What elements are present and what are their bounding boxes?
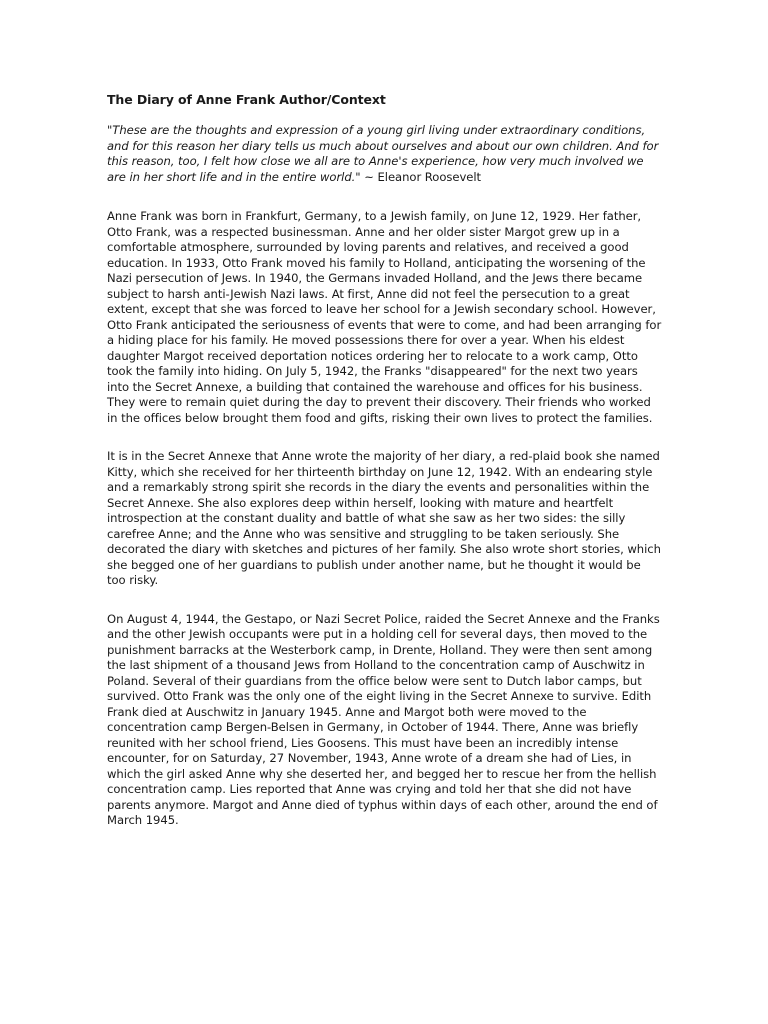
document-page <box>107 92 662 852</box>
document-title: The Diary of Anne Frank Author/Context <box>107 92 386 107</box>
epigraph-quote <box>107 123 662 185</box>
quote-attribution: ~ Eleanor Roosevelt <box>360 169 482 184</box>
paragraph-diary: It is in the Secret Annexe that Anne wrote the majority of her diary, a red-plaid book she named Kitty, which she received for her thirteenth birthday on June 12, 1942. With an endearing style and a remarkably strong spirit she records in the diary the events and personalities within the Secret Annexe. She also explores deep within herself, looking with mature and heartfelt introspection at the constant duality and battle of what she saw as her two sides: the silly carefree Anne; and the Anne who was sensitive and struggling to be taken seriously. She decorated the diary with sketches and pictures of her family. She also wrote short stories, which she begged one of her guardians to publish under another name, but he thought it would be too risky. <box>107 449 661 587</box>
paragraph-arrest: On August 4, 1944, the Gestapo, or Nazi Secret Police, raided the Secret Annexe and the Franks and the other Jewish occupants were put in a holding cell for several days, then moved to the punishment barracks at the Westerbork camp, in Drente, Holland. They were then sent among the last shipment of a thousand Jews from Holland to the concentration camp of Auschwitz in Poland. Several of their guardians from the office below were sent to Dutch labor camps, but survived. Otto Frank was the only one of the eight living in the Secret Annexe to survive. Edith Frank died at Auschwitz in January 1945. Anne and Margot both were moved to the concentration camp Bergen-Belsen in Germany, in October of 1944. There, Anne was briefly reunited with her school friend, Lies Goosens. This must have been an incredibly intense encounter, for on Saturday, 27 November, 1943, Anne wrote of a dream she had of Lies, in which the girl asked Anne why she deserted her, and begged her to rescue her from the hellish concentration camp. Lies reported that Anne was crying and told her that she did not have parents anymore. Margot and Anne died of typhus within days of each other, around the end of March 1945. <box>107 611 660 827</box>
paragraph-early-life: Anne Frank was born in Frankfurt, Germany, to a Jewish family, on June 12, 1929. Her father, Otto Frank, was a respected businessman. Anne and her older sister Margot grew up in a comfortable atmosphere, surrounded by loving parents and relatives, and received a good education. In 1933, Otto Frank moved his family to Holland, anticipating the worsening of the Nazi persecution of Jews. In 1940, the Germans invaded Holland, and the Jews there became subject to harsh anti-Jewish Nazi laws. At first, Anne did not feel the persecution to a great extent, except that she was forced to leave her school for a Jewish secondary school. However, Otto Frank anticipated the seriousness of events that were to come, and had been arranging for a hiding place for his family. He moved possessions there for over a year. When his eldest daughter Margot received deportation notices ordering her to relocate to a work camp, Otto took the family into hiding. On July 5, 1942, the Franks "disappeared" for the next two years into the Secret Annexe, a building that contained the warehouse and offices for his business. They were to remain quiet during the day to prevent their discovery. Their friends who worked in the offices below brought them food and gifts, risking their own lives to protect the families. <box>107 209 662 425</box>
quote-text: "These are the thoughts and expression of a young girl living under extraordinary conditions, and for this reason her diary tells us much about ourselves and about our own children. And for this reason, too, I felt how close we all are to Anne's experience, how very much involved we are in her short life and in the entire world." <box>107 123 659 184</box>
